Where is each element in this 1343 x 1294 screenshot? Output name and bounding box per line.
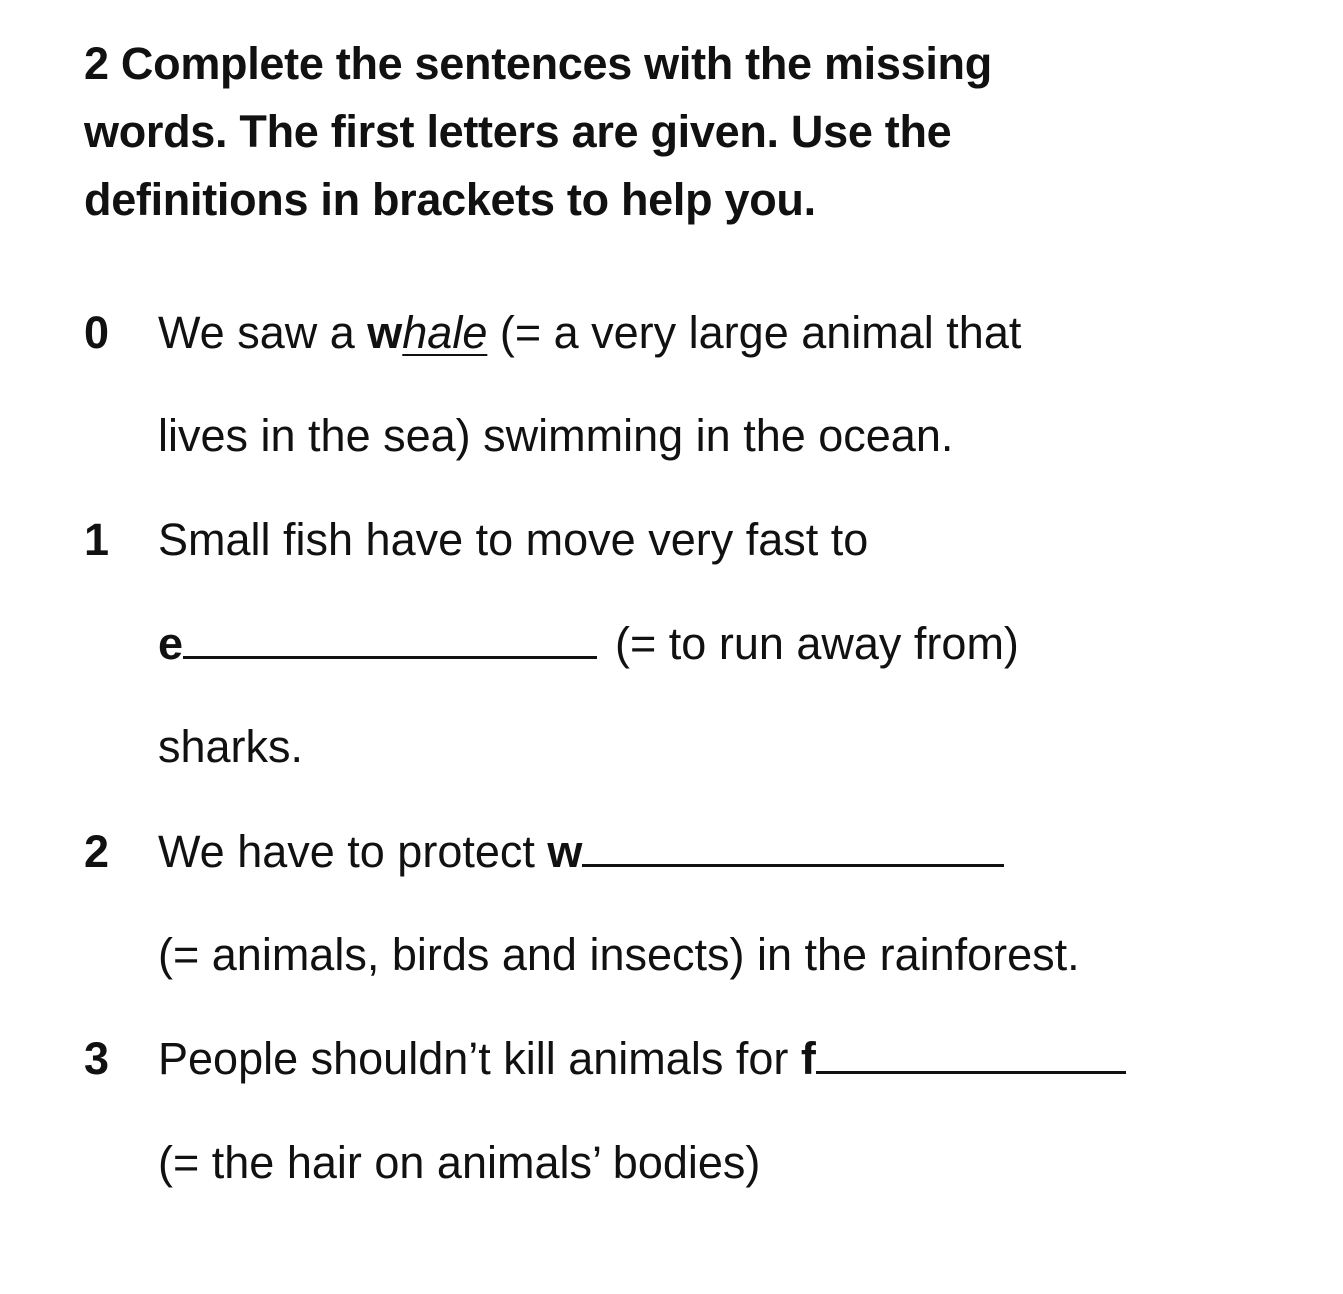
item-3-definition: (= the hair on animals’ bodies): [158, 1137, 761, 1188]
item-3-sentence: [158, 1024, 1126, 1094]
item-1-continuation: sharks.: [158, 721, 304, 772]
item-1-sentence: Small fish have to move very fast to: [158, 514, 869, 565]
item-3-answer-blank[interactable]: [816, 1026, 1126, 1074]
item-2-line-1: [0, 817, 1343, 887]
item-1-line-3: [0, 712, 1343, 782]
item-2-sentence: [158, 817, 1004, 887]
instructions-line-1: 2 Complete the sentences with the missing: [84, 38, 992, 89]
item-0-sentence: [158, 298, 1021, 368]
item-3-text: People shouldn’t kill animals for: [158, 1033, 801, 1084]
item-1-gap-line: [158, 609, 1019, 679]
exercise-instructions: [84, 30, 1204, 234]
item-0-first-letter: w: [367, 307, 403, 358]
item-number: 1: [84, 514, 110, 565]
item-2-text: We have to protect: [158, 826, 548, 877]
item-2-line-2: [0, 920, 1343, 990]
item-2-definition: (= animals, birds and insects) in the rainforest.: [158, 929, 1080, 980]
item-0-continuation: lives in the sea) swimming in the ocean.: [158, 410, 954, 461]
item-2-first-letter: w: [547, 826, 583, 877]
item-3-first-letter: f: [800, 1033, 816, 1084]
item-number: 3: [84, 1033, 110, 1084]
item-0-line-2: [0, 401, 1343, 471]
instructions-line-2: words. The first letters are given. Use the: [84, 106, 952, 157]
item-2-answer-blank[interactable]: [582, 819, 1004, 867]
item-1-line-2: [0, 609, 1343, 679]
item-1-answer-blank[interactable]: [183, 611, 597, 659]
item-0-line-1: [0, 298, 1343, 368]
instructions-line-3: definitions in brackets to help you.: [84, 174, 816, 225]
item-3-line-2: [0, 1128, 1343, 1198]
item-0-example-answer: hale: [402, 307, 488, 358]
item-0-definition: (= a very large animal that: [487, 307, 1022, 358]
item-1-definition: (= to run away from): [615, 618, 1019, 669]
item-1-first-letter: e: [158, 618, 184, 669]
item-0-text: We saw a: [158, 307, 368, 358]
item-number: 2: [84, 826, 110, 877]
item-1-line-1: [0, 505, 1343, 575]
item-number: 0: [84, 307, 110, 358]
item-3-line-1: [0, 1024, 1343, 1094]
